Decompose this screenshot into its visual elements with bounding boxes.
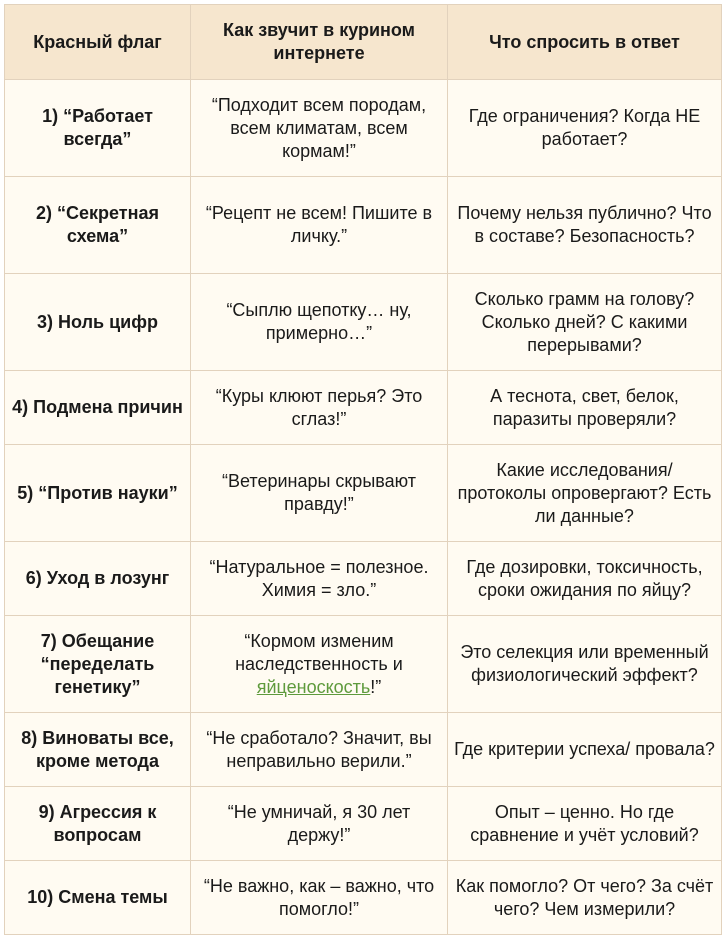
sound-cell: “Не умничай, я 30 лет держу!” xyxy=(191,787,448,861)
ask-cell: Где ограничения? Когда НЕ работает? xyxy=(448,80,722,177)
header-how-it-sounds: Как звучит в курином интернете xyxy=(191,5,448,80)
table-row xyxy=(5,542,722,616)
red-flag-cell: 2) “Секретная схема” xyxy=(5,177,191,274)
sound-text: “Кормом изменим наследственность и xyxy=(235,630,403,674)
red-flags-table-container xyxy=(4,4,721,935)
sound-cell: “Не сработало? Значит, вы неправильно верили.” xyxy=(191,713,448,787)
red-flag-cell: 8) Виноваты все, кроме метода xyxy=(5,713,191,787)
ask-cell: А теснота, свет, белок, паразиты проверяли? xyxy=(448,371,722,445)
red-flag-cell: 1) “Работает всегда” xyxy=(5,80,191,177)
sound-cell xyxy=(191,616,448,713)
red-flag-cell: 6) Уход в лозунг xyxy=(5,542,191,616)
table-row xyxy=(5,713,722,787)
red-flag-cell: 10) Смена темы xyxy=(5,861,191,935)
table-row xyxy=(5,371,722,445)
red-flag-cell: 9) Агрессия к вопросам xyxy=(5,787,191,861)
table-row xyxy=(5,274,722,371)
header-row xyxy=(5,5,722,80)
red-flag-cell: 4) Подмена причин xyxy=(5,371,191,445)
sound-cell: “Сыплю щепотку… ну, примерно…” xyxy=(191,274,448,371)
sound-cell: “Рецепт не всем! Пишите в личку.” xyxy=(191,177,448,274)
table-row xyxy=(5,177,722,274)
ask-cell: Почему нельзя публично? Что в составе? Безопасность? xyxy=(448,177,722,274)
red-flag-cell: 3) Ноль цифр xyxy=(5,274,191,371)
ask-cell: Опыт – ценно. Но где сравнение и учёт условий? xyxy=(448,787,722,861)
ask-cell: Как помогло? От чего? За счёт чего? Чем измерили? xyxy=(448,861,722,935)
sound-cell: “Ветеринары скрывают правду!” xyxy=(191,445,448,542)
table-row xyxy=(5,616,722,713)
sound-text-end: !” xyxy=(370,676,382,697)
table-row xyxy=(5,80,722,177)
ask-cell: Где критерии успеха/ провала? xyxy=(448,713,722,787)
keyword-link[interactable]: яйценоскость xyxy=(256,676,371,697)
ask-cell: Какие исследования/ протоколы опровергают? Есть ли данные? xyxy=(448,445,722,542)
header-red-flag: Красный флаг xyxy=(5,5,191,80)
table-row xyxy=(5,861,722,935)
header-what-to-ask: Что спросить в ответ xyxy=(448,5,722,80)
ask-cell: Сколько грамм на голову? Сколько дней? С какими перерывами? xyxy=(448,274,722,371)
ask-cell: Где дозировки, токсичность, сроки ожидания по яйцу? xyxy=(448,542,722,616)
table-row xyxy=(5,445,722,542)
red-flags-table xyxy=(4,4,722,935)
sound-cell: “Куры клюют перья? Это сглаз!” xyxy=(191,371,448,445)
table-row xyxy=(5,787,722,861)
sound-cell: “Подходит всем породам, всем климатам, всем кормам!” xyxy=(191,80,448,177)
red-flag-cell: 5) “Против науки” xyxy=(5,445,191,542)
sound-cell: “Натуральное = полезное. Химия = зло.” xyxy=(191,542,448,616)
red-flag-cell: 7) Обещание “переделать генетику” xyxy=(5,616,191,713)
sound-cell: “Не важно, как – важно, что помогло!” xyxy=(191,861,448,935)
ask-cell: Это селекция или временный физиологический эффект? xyxy=(448,616,722,713)
